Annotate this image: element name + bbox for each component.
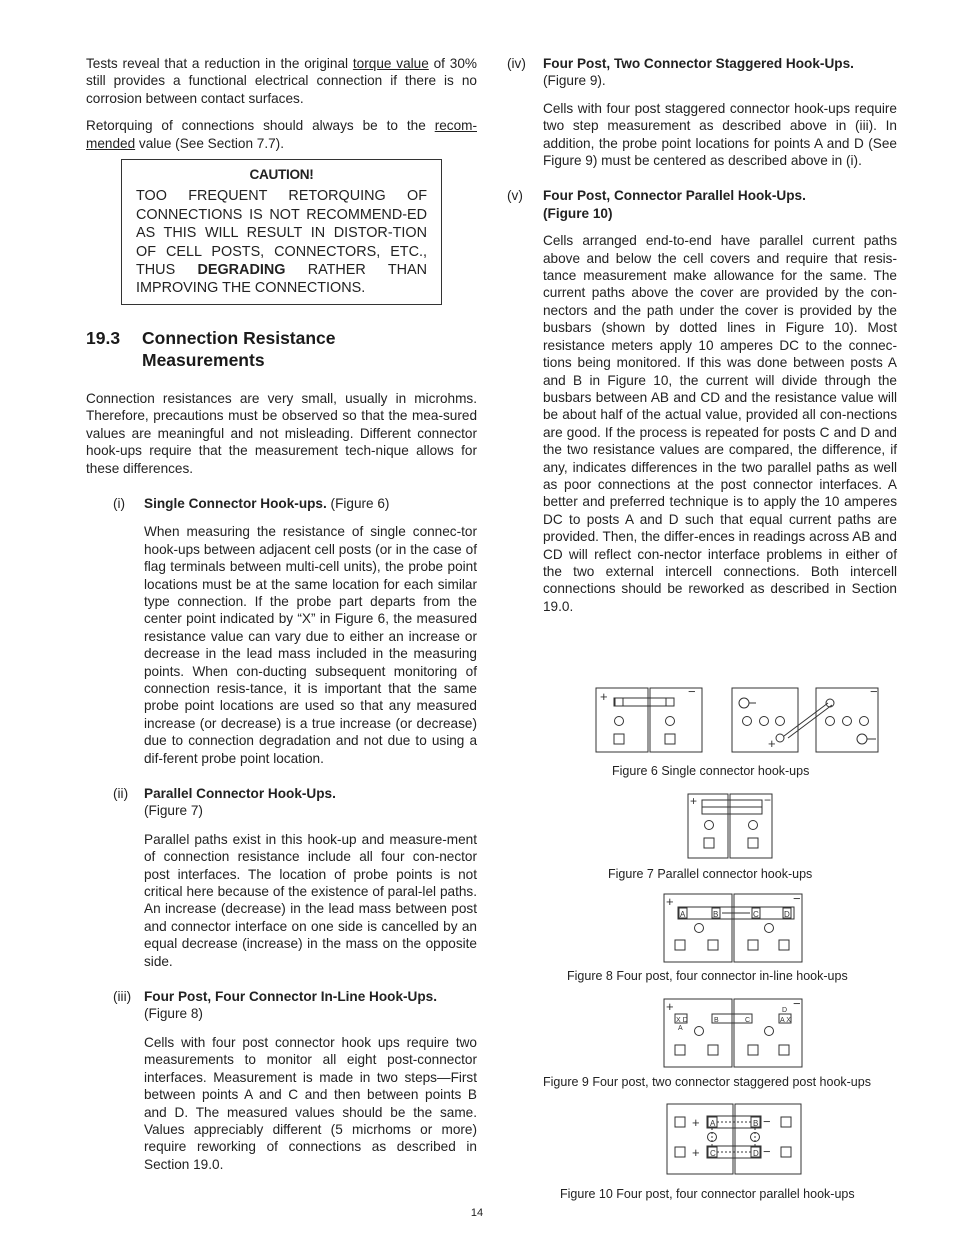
figure-ref: (Figure 10) xyxy=(543,205,613,221)
point-label-b: B xyxy=(714,1017,719,1024)
cell-outline xyxy=(734,894,802,962)
post-terminal xyxy=(739,698,749,708)
subsection-heading xyxy=(543,55,897,90)
section-heading xyxy=(86,327,477,371)
post xyxy=(748,940,758,950)
vent xyxy=(760,717,769,726)
vent xyxy=(615,717,624,726)
post xyxy=(675,1045,685,1055)
text-run: Tests reveal that a reduction in the original xyxy=(86,56,353,71)
section-number: 19.3 xyxy=(86,327,121,348)
caution-title: CAUTION! xyxy=(249,167,314,183)
figure-7-caption: Figure 7 Parallel connector hook-ups xyxy=(608,867,813,881)
subsection-tag: (i) xyxy=(113,495,126,511)
point-label-a: A xyxy=(710,1119,716,1128)
figure-ref: (Figure 7) xyxy=(144,803,203,819)
post xyxy=(781,1117,791,1127)
vent xyxy=(765,924,774,933)
cell-outline xyxy=(732,688,798,752)
post xyxy=(708,940,718,950)
minus-sign: − xyxy=(688,686,696,699)
vent xyxy=(743,717,752,726)
minus-sign: − xyxy=(793,892,801,906)
vent xyxy=(860,717,869,726)
subsection-iv-body: Cells with four post staggered connector hook-ups require two step measurement as described above in (iii). In addition, the probe point locations for points A and D (See Figure 9) must be centered as described above in (i). xyxy=(543,100,897,169)
minus-sign: − xyxy=(870,686,878,699)
subsection-heading xyxy=(144,988,477,1023)
right-column xyxy=(507,55,897,615)
subsection-v-body: Cells arranged end-to-end have parallel current paths above and below the cell covers and require that resis-tance measurement make allowance for the same. The current paths above the cover are provided by the con-nectors and the path under the cover is provided by the busbars (shown by dotted lines in Figure 10). Most resistance meters apply 10 amperes DC to the connec-tions being monitored. If this was done between posts A and B in Figure 10, the current will divide through the busbars between AB and CD and the resistance value will be about half of the actual value, provided all con-nections are good. If the process is repeated for posts C and D and the two resistance values are compared, the difference, if any, indicates differences in the two parallel paths as well as poor connections at the post connector interfaces. A better and preferred technique is to apply the 10 amperes DC to posts A and D such that equal current paths are provided. Then, the differ-ences in readings across AB and CD will reflect con-nector interface problems in either of the two external intercell connections. Both intercell connections should be reworked as described in Section 19.0. xyxy=(543,233,897,614)
caution-emphasis: DEGRADING xyxy=(197,262,286,279)
subsection-title: Four Post, Two Connector Staggered Hook-Ups. xyxy=(543,56,854,71)
subsection-tag: (v) xyxy=(507,188,523,204)
vent xyxy=(666,717,675,726)
plus-sign: + xyxy=(768,736,776,751)
text-run: value (See Section 7.7). xyxy=(135,135,284,151)
subsection-tag: (iii) xyxy=(113,989,132,1005)
subsection-title: Four Post, Four Connector In-Line Hook-Ups. xyxy=(144,989,438,1005)
subsection-i xyxy=(86,495,477,512)
subsection-iii xyxy=(86,988,477,1023)
cell-outline xyxy=(664,999,732,1067)
vent xyxy=(705,821,714,830)
underlined-term: recom-mended xyxy=(86,118,477,151)
figure-6-caption: Figure 6 Single connector hook-ups xyxy=(612,764,810,778)
subsection-ii xyxy=(86,785,477,820)
heading-line-2: Measurements xyxy=(142,349,265,370)
underlined-term: torque value xyxy=(352,56,429,71)
figure-7-diagram xyxy=(686,792,774,860)
text-run: Retorquing of connections should always be to the xyxy=(86,118,435,134)
subsection-title: Single Connector Hook-ups. xyxy=(144,495,327,511)
point-label-d: D xyxy=(784,910,790,919)
post-terminal xyxy=(857,734,867,744)
point-label-a: A xyxy=(680,910,686,919)
plus-sign: + xyxy=(690,794,698,808)
minus-sign: − xyxy=(793,997,801,1011)
post xyxy=(748,1045,758,1055)
figure-10-diagram xyxy=(665,1102,803,1176)
plus-sign: + xyxy=(692,1115,700,1130)
post xyxy=(779,1045,789,1055)
point-label-ax: A X xyxy=(780,1017,791,1024)
paragraph-intro: Connection resistances are very small, usually in microhms. Therefore, precautions must be observed so that the mea-sured values are meaningful and not misleading. Different connector hook-ups require that the measurement tech-nique allows for these differences. xyxy=(86,390,477,476)
post xyxy=(675,1117,685,1127)
figure-10-caption: Figure 10 Four post, four connector parallel hook-ups xyxy=(560,1187,855,1201)
post xyxy=(615,698,623,706)
caution-box xyxy=(121,159,442,305)
vent xyxy=(695,924,704,933)
text-run: of 30% still provides a functional electrical connection if there is no corrosion between contact surfaces. xyxy=(86,56,477,106)
vent xyxy=(749,821,758,830)
left-column xyxy=(86,55,477,1173)
subsection-v xyxy=(507,187,897,222)
vent xyxy=(776,717,785,726)
figure-ref: (Figure 8) xyxy=(144,1006,203,1022)
vent xyxy=(695,1027,704,1036)
figure-ref: (Figure 9). xyxy=(543,73,606,89)
figure-9-diagram xyxy=(662,997,804,1069)
point-label-d: D xyxy=(753,1149,759,1158)
subsection-tag: (iv) xyxy=(507,56,526,71)
point-label-xd: X D xyxy=(676,1017,688,1024)
figure-9-caption: Figure 9 Four post, two connector staggered post hook-ups xyxy=(543,1075,871,1089)
post xyxy=(776,734,784,742)
post xyxy=(704,838,714,848)
figure-ref: (Figure 6) xyxy=(326,495,390,511)
vent xyxy=(765,1027,774,1036)
post xyxy=(665,734,675,744)
figure-8-diagram xyxy=(662,892,804,964)
subsection-iv xyxy=(507,55,897,90)
post xyxy=(748,838,758,848)
post xyxy=(675,1147,685,1157)
vent xyxy=(826,717,835,726)
subsection-heading xyxy=(543,187,897,222)
cell-outline xyxy=(667,1104,733,1174)
cell-outline xyxy=(664,894,732,962)
flag-connector xyxy=(784,703,828,736)
subsection-i-body: When measuring the resistance of single connec-tor hook-ups between adjacent cell posts (or in the case of flag terminals between multi-cell units), the probe point locations must be at the same location for each similar type connection. If the probe part departs from the center point indicated by “X” in Figure 6, the measured resistance value can vary due to either an increase or decrease in the lead mass included in the measuring points. When con-ducting subsequent monitoring of connection resis-tance, it is important that the same probe point locations are used so that any measured increase (or decrease) is a true increase (or decrease) due to connection degradation and not due to using a dif-ferent probe point location. xyxy=(144,524,477,766)
paragraph-retorque xyxy=(86,117,477,152)
page-number: 14 xyxy=(470,1207,484,1219)
vent xyxy=(843,717,852,726)
minus-sign: − xyxy=(763,1114,771,1129)
text-run: RATHER THAN IMPROVING THE CONNECTIONS. xyxy=(136,262,427,297)
point-label-b: B xyxy=(713,910,719,919)
figure-8-caption: Figure 8 Four post, four connector in-line hook-ups xyxy=(567,969,848,983)
plus-sign: + xyxy=(666,999,674,1014)
subsection-tag: (ii) xyxy=(113,786,129,801)
plus-sign: + xyxy=(600,689,608,704)
post xyxy=(675,940,685,950)
subsection-iii-body: Cells with four post connector hook ups require two measurements to monitor all eight post-connector interfaces. Measurement is made in two steps—First between points A and C and then between points B and D. The measured values should be the same. Values appreciably different (5 micrhoms or more) require reworking of connections as described in Section 19.0. xyxy=(144,1034,477,1172)
subsection-title: Parallel Connector Hook-Ups. xyxy=(144,786,336,801)
cell-outline xyxy=(734,999,802,1067)
minus-sign: − xyxy=(763,1144,771,1159)
paragraph-torque xyxy=(86,55,477,107)
post xyxy=(781,1147,791,1157)
point-label-c: C xyxy=(745,1017,751,1024)
subsection-heading xyxy=(144,785,477,820)
heading-line-1: Connection Resistance xyxy=(142,327,336,348)
minus-sign: − xyxy=(764,793,772,807)
subsection-heading xyxy=(144,495,477,512)
subsection-ii-body: Parallel paths exist in this hook-up and measure-ment of connection resistance include all four con-nector post interfaces. The location of probe points is not critical here because of the existence of paral-lel paths. An increase (decrease) in the lead mass between post and connector interface on one side is cancelled by an equal decrease (increase) in the mass on the opposite side. xyxy=(144,831,477,969)
point-label-c: C xyxy=(753,910,759,919)
post xyxy=(708,1045,718,1055)
point-label-b: B xyxy=(753,1119,759,1128)
plus-sign: + xyxy=(692,1145,700,1160)
subsection-title: Four Post, Connector Parallel Hook-Ups. xyxy=(543,188,806,204)
post xyxy=(614,734,624,744)
post xyxy=(666,698,674,706)
point-label-c: C xyxy=(710,1149,716,1158)
text-run: TOO FREQUENT RETORQUING OF CONNECTIONS IS NOT RECOMMEND-ED AS THIS WILL RESULT IN DISTOR-TION OF CELL POSTS, CONNECTORS, ETC., THUS xyxy=(136,188,427,279)
figure-6-diagram xyxy=(594,686,884,756)
point-label-d: D xyxy=(782,1007,788,1014)
plus-sign: + xyxy=(666,894,674,909)
post xyxy=(779,940,789,950)
caution-text xyxy=(136,187,427,297)
point-label-a: A xyxy=(678,1025,683,1032)
